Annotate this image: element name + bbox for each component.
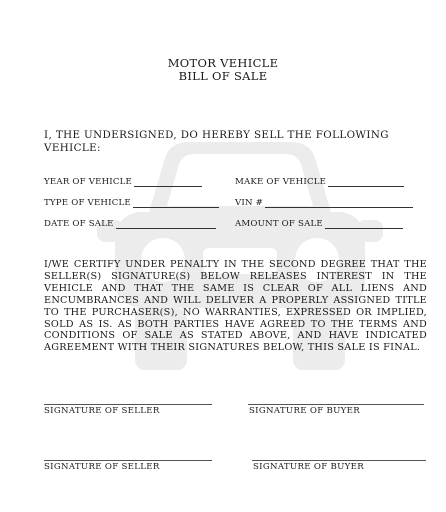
year-label: YEAR OF VEHICLE xyxy=(44,177,133,187)
buyer-signature-line-2[interactable] xyxy=(252,460,426,461)
date-label: DATE OF SALE xyxy=(44,219,114,229)
vin-field xyxy=(235,198,413,208)
amount-label: AMOUNT OF SALE xyxy=(235,219,323,229)
seller-signature-line-2[interactable] xyxy=(44,460,212,461)
vin-input-line[interactable] xyxy=(265,198,413,208)
date-input-line[interactable] xyxy=(116,219,216,229)
year-input-line[interactable] xyxy=(134,177,202,187)
buyer-signature-label-2: SIGNATURE OF BUYER xyxy=(253,462,364,472)
make-field xyxy=(235,177,404,187)
vin-label: VIN # xyxy=(235,198,264,208)
year-field xyxy=(44,177,202,187)
amount-field xyxy=(235,219,403,229)
make-input-line[interactable] xyxy=(328,177,404,187)
type-field xyxy=(44,198,219,208)
buyer-signature-line-1[interactable] xyxy=(248,404,424,405)
document-title-line1: MOTOR VEHICLE xyxy=(167,56,279,70)
buyer-signature-label-1: SIGNATURE OF BUYER xyxy=(249,406,360,416)
amount-input-line[interactable] xyxy=(325,219,403,229)
type-input-line[interactable] xyxy=(133,198,219,208)
make-label: MAKE OF VEHICLE xyxy=(235,177,327,187)
document-title-line2: BILL OF SALE xyxy=(178,69,268,83)
seller-signature-label-1: SIGNATURE OF SELLER xyxy=(44,406,160,416)
date-field xyxy=(44,219,216,229)
type-label: TYPE OF VEHICLE xyxy=(44,198,131,208)
seller-signature-line-1[interactable] xyxy=(44,404,212,405)
intro-statement: I, THE UNDERSIGNED, DO HEREBY SELL THE FOLLOWING VEHICLE: xyxy=(44,129,389,154)
certification-paragraph: I/WE CERTIFY UNDER PENALTY IN THE SECOND DEGREE THAT THE SELLER(S) SIGNATURE(S) BELOW RELEASES INTEREST IN THE VEHICLE AND THAT THE SAME IS CLEAR OF ALL LIENS AND ENCUMBRANCES AND WILL DELIVER A PROPERLY ASSIGNED TITLE TO THE PURCHASER(S), NO WARRANTIES, EXPRESSED OR IMPLIED, SOLD AS IS. AS BOTH PARTIES HAVE AGREED TO THE TERMS AND CONDITIONS OF SALE AS STATED ABOVE, AND HAVE INDICATED AGREEMENT WITH THEIR SIGNATURES BELOW, THIS SALE IS FINAL. xyxy=(44,259,427,354)
seller-signature-label-2: SIGNATURE OF SELLER xyxy=(44,462,160,472)
